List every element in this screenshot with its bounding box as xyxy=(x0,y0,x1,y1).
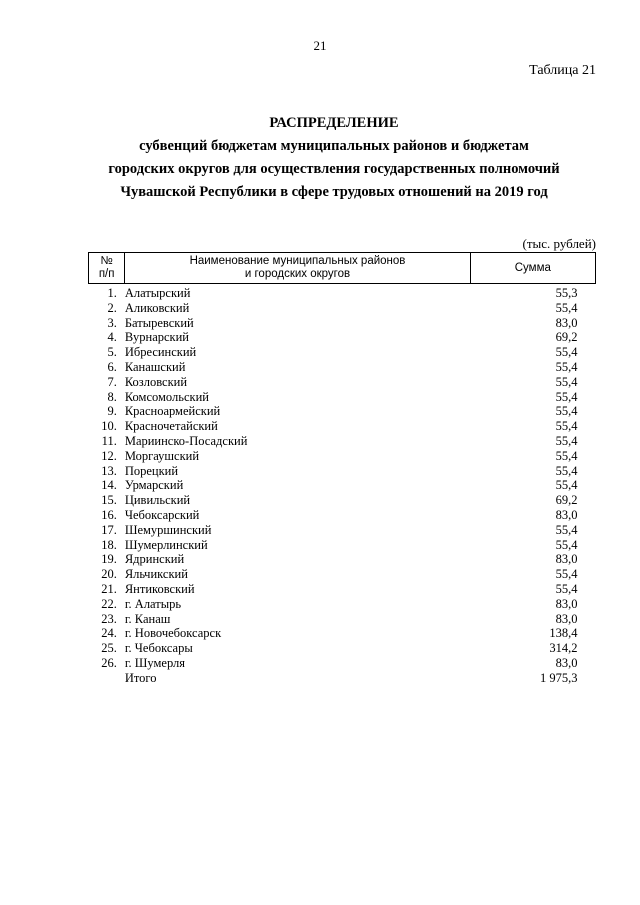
table-row xyxy=(89,375,596,390)
column-header-name-line2: и городских округов xyxy=(244,268,351,280)
table-row xyxy=(89,508,596,523)
total-label: Итого xyxy=(124,670,157,685)
table-row xyxy=(89,284,596,301)
row-name: Моргаушский xyxy=(124,448,200,463)
page-number: 21 xyxy=(313,38,327,53)
row-sum: 83,0 xyxy=(555,655,578,670)
row-sum: 69,2 xyxy=(555,330,578,345)
table-row xyxy=(89,597,596,612)
row-name: Вурнарский xyxy=(124,330,189,345)
row-name: Аликовский xyxy=(124,300,190,315)
row-number: 8. xyxy=(107,389,117,404)
row-number: 21. xyxy=(101,581,117,596)
row-sum: 55,4 xyxy=(555,433,578,448)
row-name: Комсомольский xyxy=(124,389,209,404)
table-row xyxy=(89,345,596,360)
row-sum: 55,4 xyxy=(555,522,578,537)
row-name: Красночетайский xyxy=(124,419,218,434)
title-line-4: Чувашской Республики в сфере трудовых отношений на 2019 год xyxy=(120,184,548,200)
row-number: 3. xyxy=(107,315,117,330)
document-title xyxy=(60,112,608,204)
table-row xyxy=(89,434,596,449)
title-heading: РАСПРЕДЕЛЕНИЕ xyxy=(269,115,399,131)
table-row xyxy=(89,523,596,538)
row-name: г. Шумерля xyxy=(124,655,186,670)
row-name: Цивильский xyxy=(124,493,191,508)
row-name: Порецкий xyxy=(124,463,179,478)
table-row xyxy=(89,626,596,641)
table-row xyxy=(89,656,596,671)
column-header-number xyxy=(89,253,125,284)
row-name: г. Новочебоксарск xyxy=(124,626,222,641)
row-sum: 55,4 xyxy=(555,537,578,552)
table-header-row xyxy=(89,253,596,284)
table-row xyxy=(89,493,596,508)
row-name: Ибресинский xyxy=(124,345,197,360)
row-number: 20. xyxy=(101,567,117,582)
table-row xyxy=(89,552,596,567)
row-name: Чебоксарский xyxy=(124,507,200,522)
row-sum: 55,4 xyxy=(555,581,578,596)
row-sum: 83,0 xyxy=(555,315,578,330)
row-number: 15. xyxy=(101,493,117,508)
column-header-name xyxy=(125,253,470,284)
row-name: г. Канаш xyxy=(124,611,171,626)
column-header-number-line2: п/п xyxy=(98,268,115,280)
row-number: 9. xyxy=(107,404,117,419)
row-number: 1. xyxy=(107,286,117,300)
row-number: 13. xyxy=(101,463,117,478)
table-row xyxy=(89,330,596,345)
table-row xyxy=(89,301,596,316)
row-sum: 83,0 xyxy=(555,507,578,522)
row-sum: 55,4 xyxy=(555,448,578,463)
distribution-table xyxy=(88,252,596,686)
row-name: Яльчикский xyxy=(124,567,188,582)
row-sum: 69,2 xyxy=(555,493,578,508)
title-line-2: субвенций бюджетам муниципальных районов и бюджетам xyxy=(139,138,529,154)
table-label: Таблица 21 xyxy=(529,63,596,78)
table-row xyxy=(89,360,596,375)
row-name: Алатырский xyxy=(124,286,191,300)
row-sum: 55,4 xyxy=(555,374,578,389)
total-row xyxy=(89,671,596,686)
row-sum: 55,4 xyxy=(555,419,578,434)
table-row xyxy=(89,419,596,434)
row-name: Янтиковский xyxy=(124,581,195,596)
row-sum: 55,4 xyxy=(555,463,578,478)
row-name: Ядринский xyxy=(124,552,185,567)
table-row xyxy=(89,449,596,464)
row-name: Мариинско-Посадский xyxy=(124,433,248,448)
total-sum: 1 975,3 xyxy=(540,670,578,685)
row-name: Красноармейский xyxy=(124,404,221,419)
row-name: Шемуршинский xyxy=(124,522,212,537)
row-sum: 138,4 xyxy=(549,626,578,641)
row-number: 26. xyxy=(101,655,117,670)
row-number: 25. xyxy=(101,641,117,656)
row-sum: 55,4 xyxy=(555,404,578,419)
total-num-cell xyxy=(89,671,125,686)
row-name: Урмарский xyxy=(124,478,184,493)
row-name: г. Алатырь xyxy=(124,596,182,611)
row-sum: 55,4 xyxy=(555,567,578,582)
row-number: 16. xyxy=(101,507,117,522)
row-name: Шумерлинский xyxy=(124,537,208,552)
row-sum: 55,4 xyxy=(555,345,578,360)
row-sum: 55,3 xyxy=(555,286,578,300)
title-line-3: городских округов для осуществления государственных полномочий xyxy=(108,161,560,177)
table-row xyxy=(89,464,596,479)
row-sum: 55,4 xyxy=(555,389,578,404)
row-sum: 55,4 xyxy=(555,300,578,315)
row-number: 4. xyxy=(107,330,117,345)
row-name: г. Чебоксары xyxy=(124,641,193,656)
table-row xyxy=(89,567,596,582)
row-number: 12. xyxy=(101,448,117,463)
table-row xyxy=(89,404,596,419)
table-row xyxy=(89,538,596,553)
row-number: 11. xyxy=(101,433,117,448)
row-number: 14. xyxy=(101,478,117,493)
row-name: Козловский xyxy=(124,374,188,389)
row-number: 19. xyxy=(101,552,117,567)
row-number: 24. xyxy=(101,626,117,641)
row-name: Канашский xyxy=(124,359,186,374)
row-sum: 55,4 xyxy=(555,478,578,493)
row-number: 7. xyxy=(107,374,117,389)
row-sum: 83,0 xyxy=(555,611,578,626)
column-header-number-line1: № xyxy=(100,255,113,267)
row-number: 6. xyxy=(107,359,117,374)
table-row xyxy=(89,582,596,597)
row-sum: 83,0 xyxy=(555,596,578,611)
column-header-sum: Сумма xyxy=(470,253,595,284)
row-sum: 83,0 xyxy=(555,552,578,567)
row-number: 23. xyxy=(101,611,117,626)
table-row xyxy=(89,641,596,656)
row-number: 5. xyxy=(107,345,117,360)
row-sum: 55,4 xyxy=(555,359,578,374)
table-row xyxy=(89,390,596,405)
table-row xyxy=(89,316,596,331)
row-number: 18. xyxy=(101,537,117,552)
units-label: (тыс. рублей) xyxy=(522,236,596,251)
row-number: 22. xyxy=(101,596,117,611)
row-number: 2. xyxy=(107,300,117,315)
row-number: 10. xyxy=(101,419,117,434)
row-number: 17. xyxy=(101,522,117,537)
table-row xyxy=(89,478,596,493)
column-header-name-line1: Наименование муниципальных районов xyxy=(189,255,406,267)
row-sum: 314,2 xyxy=(549,641,578,656)
row-name: Батыревский xyxy=(124,315,194,330)
table-row xyxy=(89,612,596,627)
